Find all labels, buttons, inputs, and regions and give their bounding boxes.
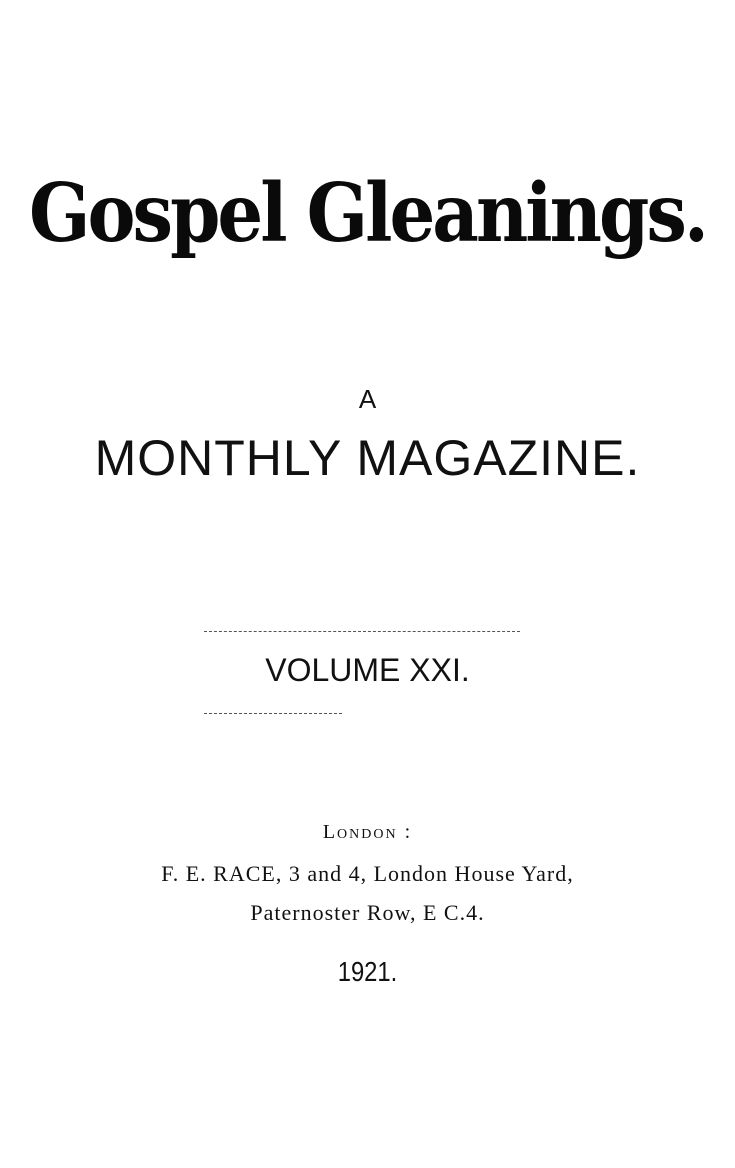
magazine-title: Gospel Gleanings. (29, 164, 706, 261)
divider-bottom (204, 713, 342, 714)
imprint-city: London : (322, 821, 413, 843)
imprint-address: Paternoster Row, E C.4. (250, 900, 485, 925)
subtitle-article: A (358, 384, 377, 414)
divider-top (204, 631, 520, 632)
imprint-publisher: F. E. RACE, 3 and 4, London House Yard, (161, 861, 574, 886)
imprint-year: 1921. (337, 956, 398, 987)
magazine-subtitle: MONTHLY MAGAZINE. (94, 430, 641, 486)
volume-label: VOLUME XXI. (265, 652, 470, 688)
